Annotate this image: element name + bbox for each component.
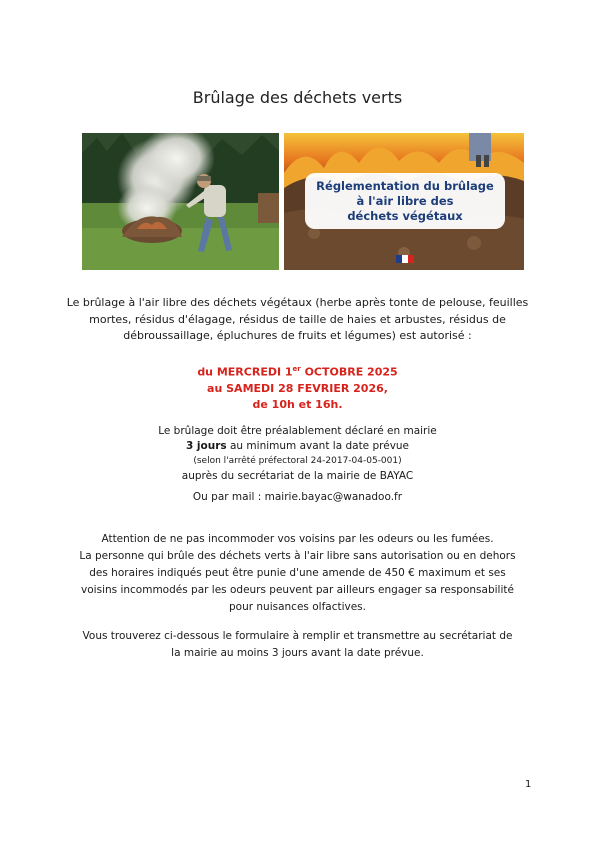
banner-line: déchets végétaux — [347, 209, 463, 223]
text-line — [60, 439, 535, 454]
text-line: mortes, résidus d'élagage, résidus de taille de haies et arbustes, résidus de — [89, 312, 506, 326]
banner-heading — [310, 179, 500, 224]
declaration-paragraph — [60, 424, 535, 505]
text-line: Attention de ne pas incommoder vos voisins par les odeurs ou les fumées. — [101, 533, 494, 545]
warning-paragraph — [60, 531, 535, 616]
text-line: pour nuisances olfactives. — [229, 601, 366, 613]
intro-paragraph — [60, 295, 535, 345]
time-range: de 10h et 16h. — [252, 397, 343, 411]
date-start-month: OCTOBRE 2025 — [300, 365, 398, 379]
text-line: des horaires indiqués peut être punie d'une amende de 450 € maximum et ses — [89, 567, 506, 579]
page-title: Brûlage des déchets verts — [192, 88, 403, 107]
date-start-text: du MERCREDI 1 — [197, 365, 293, 379]
burning-pile-photo — [82, 133, 279, 270]
text-line: Vous trouverez ci-dessous le formulaire à remplir et transmettre au secrétariat de — [82, 630, 513, 642]
form-note-paragraph — [60, 628, 535, 662]
notice-rest: au minimum avant la date prévue — [226, 440, 410, 452]
text-line: auprès du secrétariat de la mairie de BAYAC — [181, 470, 414, 482]
text-line: Le brûlage doit être préalablement déclaré en mairie — [158, 425, 437, 437]
text-line: La personne qui brûle des déchets verts à l'air libre sans autorisation ou en dehors — [79, 550, 516, 562]
page-number: 1 — [525, 779, 532, 790]
notice-days: 3 jours — [185, 440, 227, 452]
text-line: la mairie au moins 3 jours avant la date prévue. — [171, 647, 424, 659]
contact-email: Ou par mail : mairie.bayac@wanadoo.fr — [192, 491, 403, 503]
date-start — [60, 361, 535, 381]
text-line: voisins incommodés par les odeurs peuvent par ailleurs engager sa responsabilité — [81, 584, 514, 596]
banner-line: à l'air libre des — [356, 194, 454, 208]
banner-line: Réglementation du brûlage — [316, 179, 494, 193]
authorized-period — [60, 361, 535, 413]
ordinal-suffix: er — [292, 365, 301, 373]
text-line: débroussaillage, épluchures de fruits et légumes) est autorisé : — [123, 329, 472, 342]
prefectoral-order: (selon l'arrêté préfectoral 24-2017-04-05-001) — [193, 456, 402, 466]
text-line: Le brûlage à l'air libre des déchets végétaux (herbe après tonte de pelouse, feuilles — [66, 296, 529, 309]
date-end: au SAMEDI 28 FEVRIER 2026, — [207, 381, 388, 395]
regulation-banner-image — [284, 133, 524, 270]
